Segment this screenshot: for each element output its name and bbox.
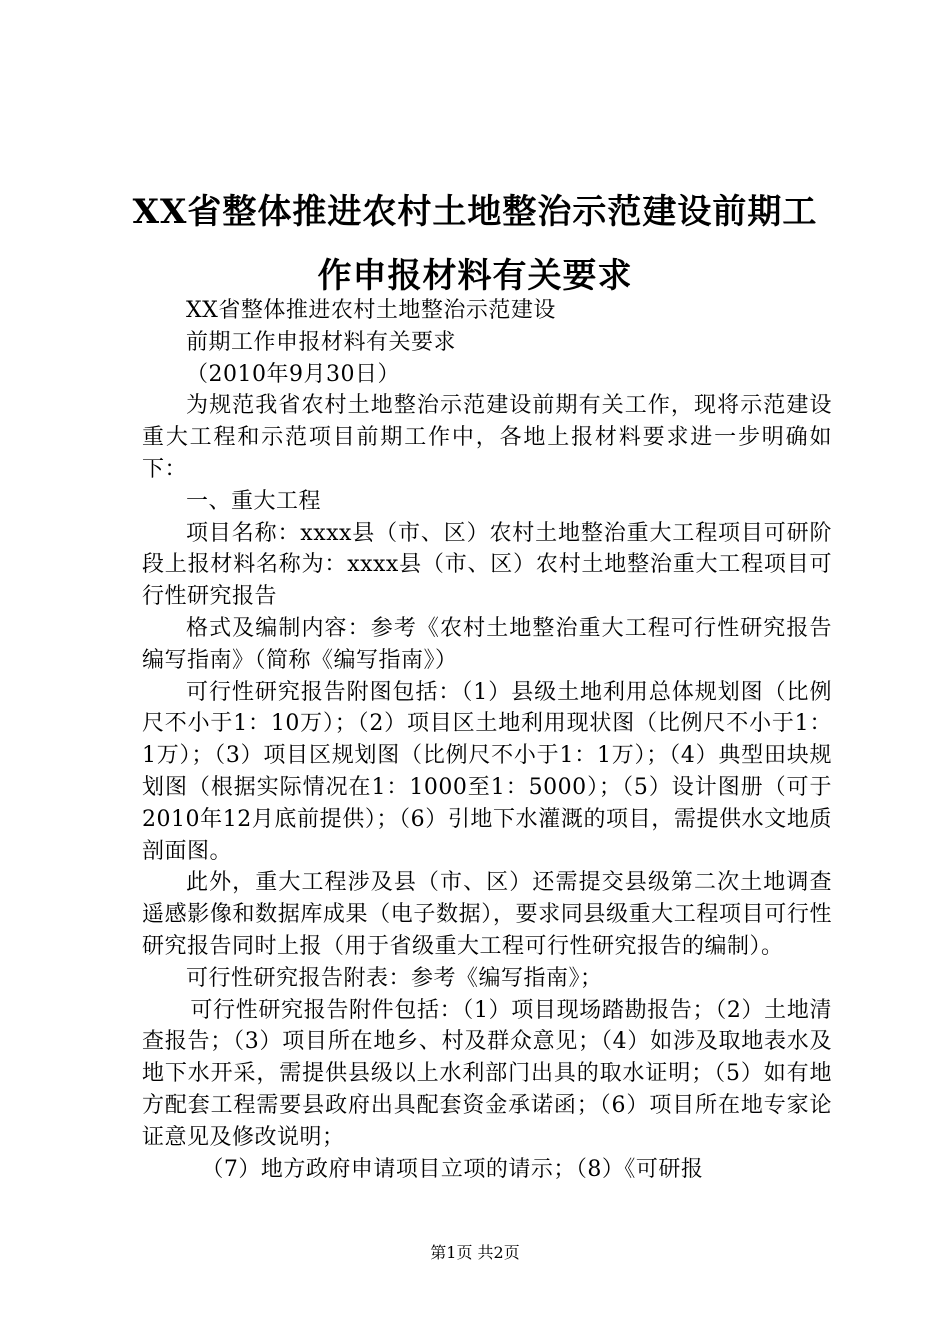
intro-paragraph: 为规范我省农村土地整治示范建设前期有关工作，现将示范建设重大工程和示范项目前期工作中，各地上报材料要求进一步明确如下： xyxy=(142,393,832,482)
subtitle-line-2: 前期工作申报材料有关要求 xyxy=(186,329,457,355)
attached-tables-paragraph: 可行性研究报告附表：参考《编写指南》； xyxy=(186,965,603,991)
subtitle-line-1: XX省整体推进农村土地整治示范建设 xyxy=(186,298,556,323)
page-footer: 第1页 共2页 xyxy=(430,1243,520,1262)
additional-requirements-paragraph: 此外，重大工程涉及县（市、区）还需提交县级第二次土地调查遥感影像和数据库成果（电子数据），要求同县级重大工程项目可行性研究报告同时上报（用于省级重大工程可行性研究报告的编制）。 xyxy=(142,870,832,959)
date-line: （2010年9月30日） xyxy=(186,361,400,387)
attachments-paragraph: 可行性研究报告附件包括：（1）项目现场踏勘报告；（2）土地清查报告；（3）项目所在地乡、村及群众意见；（4）如涉及取地表水及地下水开采，需提供县级以上水利部门出具的取水证明；（5）如有地方配套工程需要县政府出具配套资金承诺函；（6）项目所在地专家论证意见及修改说明； xyxy=(142,997,832,1150)
section-heading: 一、重大工程 xyxy=(186,488,322,514)
format-paragraph: 格式及编制内容：参考《农村土地整治重大工程可行性研究报告编写指南》（简称《编写指南》） xyxy=(142,615,832,673)
project-name-paragraph: 项目名称：xxxx县（市、区）农村土地整治重大工程项目可研阶段上报材料名称为：xxxx县（市、区）农村土地整治重大工程项目可行性研究报告 xyxy=(142,520,832,610)
continued-paragraph: （7）地方政府申请项目立项的请示；（8）《可研报 xyxy=(201,1156,704,1182)
attached-maps-paragraph: 可行性研究报告附图包括：（1）县级土地利用总体规划图（比例尺不小于1：10万）；（2）项目区土地利用现状图（比例尺不小于1：1万）；（3）项目区规划图（比例尺不小于1：1万）；（4）典型田块规划图（根据实际情况在1：1000至1：5000）；（5）设计图册（可于2010年12月底前提供）；（6）引地下水灌溉的项目，需提供水文地质剖面图。 xyxy=(142,679,832,864)
document-body xyxy=(142,295,832,1185)
document-title: XX省整体推进农村土地整治示范建设前期工作申报材料有关要求 xyxy=(132,192,818,296)
